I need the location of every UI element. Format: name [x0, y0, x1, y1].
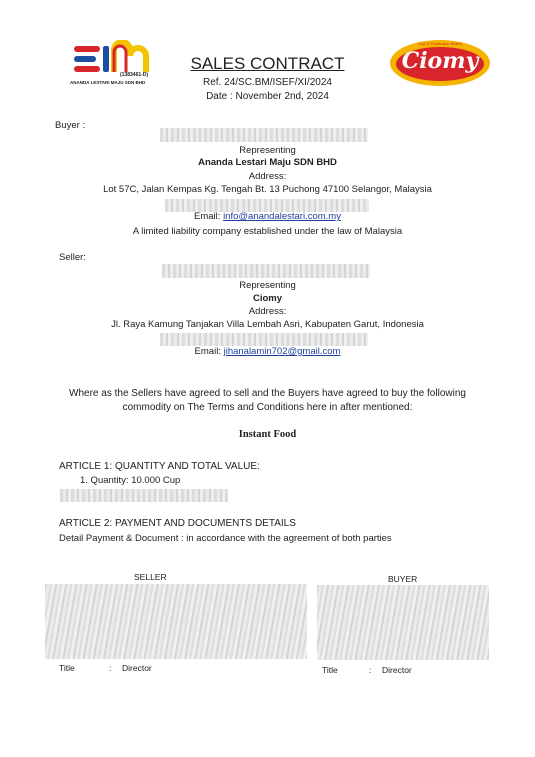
seller-email-line: [0, 346, 535, 357]
article-2-detail: Detail Payment & Document : in accordance with the agreement of both parties: [59, 533, 392, 544]
buyer-representing: Representing: [239, 145, 296, 156]
logo-company-name: ANANDA LESTARI MAJU SDN BHD: [70, 80, 146, 85]
redacted-seller-phone: [160, 333, 368, 346]
seller-company: Ciomy: [252, 293, 283, 304]
intro-line-2: commodity on The Terms and Conditions here in after mentioned:: [122, 402, 413, 413]
seller-email-link[interactable]: jihanalamin702@gmail.com: [223, 346, 341, 357]
seller-signature-label: SELLER: [134, 572, 167, 582]
redacted-seller-name: [162, 264, 370, 278]
commodity-title: Instant Food: [238, 429, 297, 440]
article-1-item: 1. Quantity: 10.000 Cup: [80, 475, 181, 486]
seller-title-colon: :: [109, 663, 112, 673]
seller-label: Seller:: [59, 252, 86, 263]
redacted-buyer-name: [160, 128, 368, 142]
seller-email-label: Email:: [194, 346, 221, 357]
buyer-company: Ananda Lestari Maju SDN BHD: [198, 157, 337, 168]
buyer-label: Buyer :: [55, 120, 86, 131]
buyer-email-label: Email:: [194, 211, 221, 222]
ciomy-logo-text: Ciomy: [401, 48, 479, 74]
buyer-email-line: [0, 211, 535, 222]
contract-date: Date : November 2nd, 2024: [206, 91, 329, 102]
buyer-address-label: Address:: [248, 171, 287, 182]
buyer-title-label: Title: [322, 665, 338, 675]
seller-title-label: Title: [59, 663, 75, 673]
seller-address: Jl. Raya Kamung Tanjakan Villa Lembah Asri, Kabupaten Garut, Indonesia: [111, 319, 424, 330]
reference-number: Ref. 24/SC.BM/ISEF/XI/2024: [203, 77, 332, 88]
logo-registration: (1383461-D): [120, 72, 149, 78]
intro-line-1: Where as the Sellers have agreed to sell and the Buyers have agreed to buy the following: [69, 388, 466, 399]
seller-address-label: Address:: [248, 306, 287, 317]
article-1-heading: ARTICLE 1: QUANTITY AND TOTAL VALUE:: [59, 461, 260, 472]
redacted-total-value: [60, 489, 228, 502]
buyer-email-link[interactable]: info@anandalestari.com.my: [223, 211, 341, 222]
page-title: SALES CONTRACT: [190, 54, 345, 73]
buyer-address: Lot 57C, Jalan Kempas Kg. Tengah Bt. 13 Puchong 47100 Selangor, Malaysia: [103, 184, 432, 195]
buyer-title-colon: :: [369, 665, 372, 675]
buyer-legal-note: A limited liability company established under the law of Malaysia: [132, 226, 403, 237]
buyer-signature-box: [317, 585, 489, 660]
ciomy-logo-subtext: Cup & Production Brand: [418, 41, 462, 46]
seller-title-value: Director: [122, 663, 152, 673]
seller-signature-box: [45, 584, 307, 659]
ciomy-logo: [388, 38, 492, 88]
buyer-title-value: Director: [382, 665, 412, 675]
article-2-heading: ARTICLE 2: PAYMENT AND DOCUMENTS DETAILS: [59, 518, 296, 529]
seller-representing: Representing: [239, 280, 296, 291]
buyer-signature-label: BUYER: [388, 574, 418, 584]
